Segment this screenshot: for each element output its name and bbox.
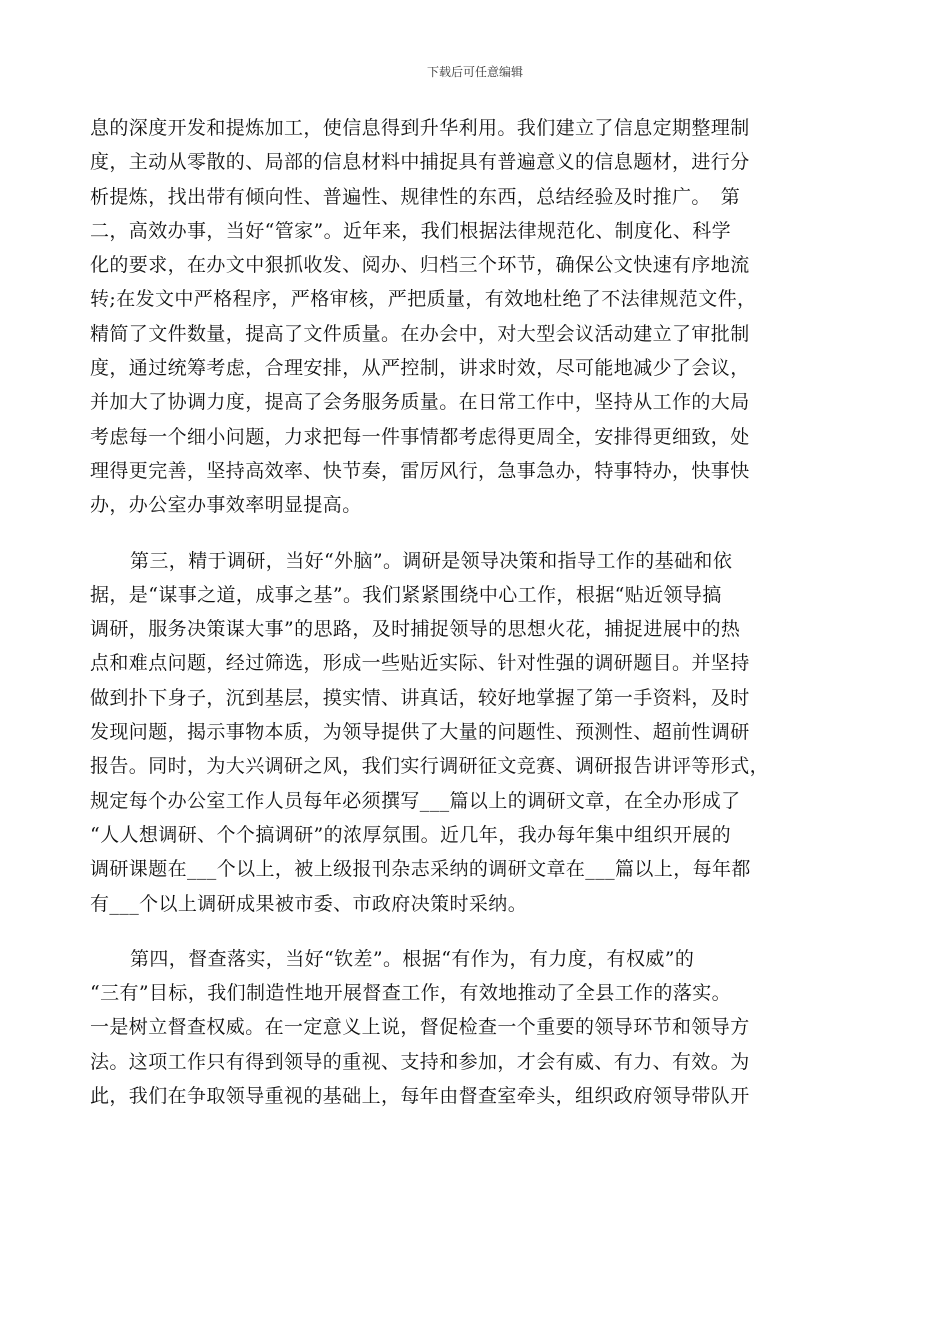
text-line: 法。这项工作只有得到领导的重视、支持和参加，才会有威、有力、有效。为 [90,1050,750,1073]
text-line: 第四，督查落实，当好“钦差”。根据“有作为，有力度，有权威”的 [130,947,695,970]
paragraph-3 [90,942,850,1113]
text-line: 此，我们在争取领导重视的基础上，每年由督查室牵头，组织政府领导带队开 [90,1085,750,1108]
text-line: 有___个以上调研成果被市委、市政府决策时采纳。 [90,892,528,915]
paragraph-1 [90,111,850,523]
text-line: 二，高效办事，当好“管家”。近年来，我们根据法律规范化、制度化、科学 [90,219,732,242]
text-line: 据，是“谋事之道，成事之基”。我们紧紧围绕中心工作，根据“贴近领导搞 [90,583,722,606]
document-body [90,111,850,1113]
text-line: 考虑每一个细小问题，力求把每一件事情都考虑得更周全，安排得更细致，处 [90,425,750,448]
text-line: 调研，服务决策谋大事”的思路，及时捕捉领导的思想火花，捕捉进展中的热 [90,618,741,641]
text-line: 息的深度开发和提炼加工，使信息得到升华利用。我们建立了信息定期整理制 [90,117,750,139]
page-header: 下载后可任意编辑 [426,65,523,79]
text-line: 办，办公室办事效率明显提高。 [90,494,362,517]
text-line: “人人想调研、个个搞调研”的浓厚氛围。近几年，我办每年集中组织开展的 [90,823,732,846]
text-line: 一是树立督查权威。在一定意义上说，督促检查一个重要的领导环节和领导方 [90,1016,750,1039]
text-line: 精简了文件数量，提高了文件质量。在办会中，对大型会议活动建立了审批制 [90,322,750,345]
text-line: 并加大了协调力度，提高了会务服务质量。在日常工作中，坚持从工作的大局 [90,391,750,414]
text-line: 转;在发文中严格程序，严格审核，严把质量，有效地杜绝了不法律规范文件， [90,288,757,311]
paragraph-spacer [90,523,850,544]
paragraph-spacer [90,921,850,942]
text-line: 理得更完善，坚持高效率、快节奏，雷厉风行，急事急办，特事特办，快事快 [90,459,750,482]
text-line: 调研课题在___个以上，被上级报刊杂志采纳的调研文章在___篇以上，每年都 [90,858,751,881]
paragraph-2 [90,544,850,921]
text-line: 发现问题，揭示事物本质，为领导提供了大量的问题性、预测性、超前性调研 [90,721,750,744]
text-line: 第三，精于调研，当好“外脑”。调研是领导决策和指导工作的基础和依 [130,549,733,572]
text-line: “三有”目标，我们制造性地开展督查工作，有效地推动了全县工作的落实。 [90,982,732,1005]
text-line: 析提炼，找出带有倾向性、普遍性、规律性的东西，总结经验及时推广。 第 [90,185,741,208]
text-line: 度，主动从零散的、局部的信息材料中捕捉具有普遍意义的信息题材，进行分 [90,151,750,174]
text-line: 点和难点问题，经过筛选，形成一些贴近实际、针对性强的调研题目。并坚持 [90,652,750,675]
text-line: 化的要求，在办文中狠抓收发、阅办、归档三个环节，确保公文快速有序地流 [90,254,750,277]
text-line: 报告。同时，为大兴调研之风，我们实行调研征文竞赛、调研报告讲评等形式， [90,755,770,778]
text-line: 规定每个办公室工作人员每年必须撰写___篇以上的调研文章，在全办形成了 [90,789,741,812]
text-line: 做到扑下身子，沉到基层，摸实情、讲真话，较好地掌握了第一手资料，及时 [90,686,750,709]
text-line: 度，通过统筹考虑，合理安排，从严控制，讲求时效，尽可能地减少了会议， [90,357,750,380]
